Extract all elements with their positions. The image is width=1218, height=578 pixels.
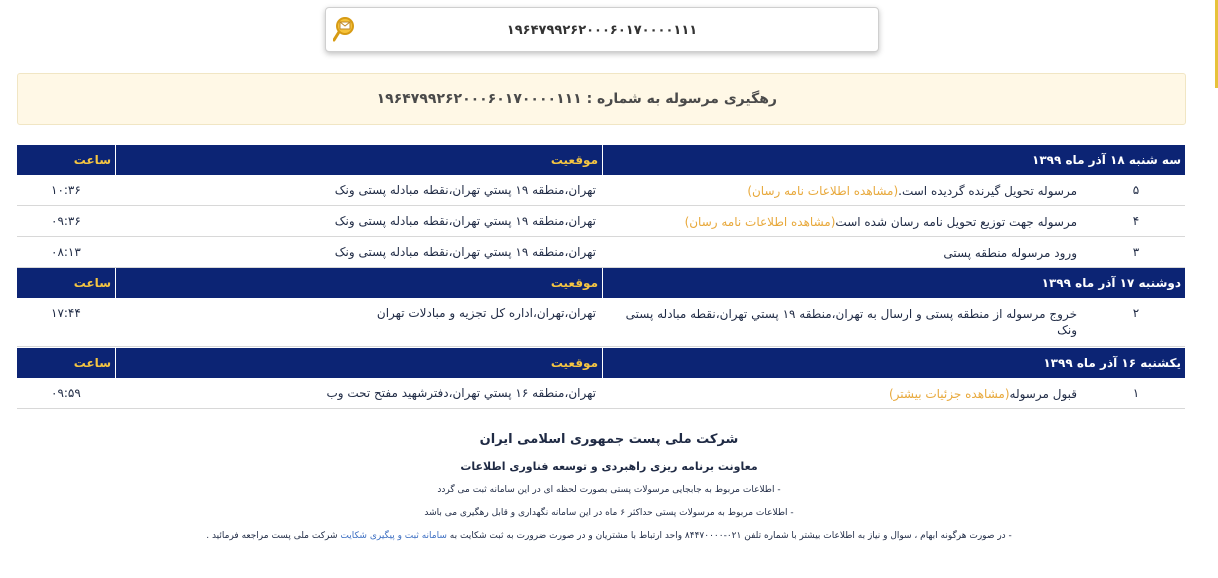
col-time-header: ساعت <box>73 153 111 167</box>
col-time-header: ساعت <box>73 356 111 370</box>
footer-title: شرکت ملی پست جمهوری اسلامی ایران <box>479 432 739 447</box>
row-description <box>602 378 1087 408</box>
table-header <box>17 268 1185 298</box>
footer-note-2: - اطلاعات مربوط به مرسولات پستی حداکثر ۶ ماه در این سامانه نگهداری و قابل رهگیری می باشد <box>424 508 794 518</box>
row-description-text: مرسوله تحويل گيرنده گرديده است. <box>898 184 1077 198</box>
row-description-text: قبول مرسوله <box>1009 387 1077 401</box>
col-location-header: موقعیت <box>115 268 602 298</box>
row-description-text: خروج مرسوله از منطقه پستی و ارسال به تهران،منطقه ۱۹ پستي تهران،نقطه مبادله پستی ونک <box>625 307 1077 337</box>
table-row <box>17 206 1185 237</box>
table-header <box>17 145 1185 175</box>
row-location: تهران،منطقه ۱۹ پستي تهران،نقطه مبادله پستی ونک <box>334 183 596 197</box>
row-number: ۲ <box>1132 306 1140 320</box>
banner-text: رهگیری مرسوله به شماره : ۱۹۶۴۷۹۹۲۶۲۰۰۰۶۰۱۷۰۰۰۰۱۱۱ <box>376 91 777 107</box>
postman-info-link[interactable]: (مشاهده اطلاعات نامه رسان) <box>747 184 899 198</box>
row-time: ۱۰:۳۶ <box>51 183 81 197</box>
col-location-header: موقعیت <box>115 348 602 378</box>
tracking-banner <box>17 73 1186 125</box>
row-number: ۱ <box>1132 386 1140 400</box>
row-number: ۵ <box>1132 183 1140 197</box>
row-number: ۴ <box>1132 214 1140 228</box>
tracking-table-group-3 <box>17 348 1185 409</box>
tracking-number-value[interactable]: ۱۹۶۴۷۹۹۲۶۲۰۰۰۶۰۱۷۰۰۰۰۱۱۱ <box>506 23 698 38</box>
row-location: تهران،تهران،اداره کل تجزيه و مبادلات تهران <box>376 306 596 320</box>
row-description-text: ورود مرسوله منطقه پستی <box>943 246 1077 260</box>
more-details-link[interactable]: (مشاهده جزئیات بیشتر) <box>888 387 1010 401</box>
row-time: ۰۹:۵۹ <box>51 386 81 400</box>
tracking-table-group-2 <box>17 268 1185 347</box>
row-time: ۱۷:۴۴ <box>51 306 81 320</box>
row-time: ۰۹:۳۶ <box>51 214 81 228</box>
row-description <box>602 237 1087 267</box>
table-row <box>17 378 1185 409</box>
row-location: تهران،منطقه ۱۹ پستي تهران،نقطه مبادله پستی ونک <box>334 245 596 259</box>
table-header <box>17 348 1185 378</box>
postman-info-link[interactable]: (مشاهده اطلاعات نامه رسان) <box>684 215 836 229</box>
footer-subtitle: معاونت برنامه ریزی راهبردی و توسعه فناوری اطلاعات <box>460 460 758 473</box>
col-location-header: موقعیت <box>115 145 602 175</box>
tracking-table-group-1 <box>17 145 1185 268</box>
footer-note-3-text: - در صورت هرگونه ابهام ، سوال و نیاز به اطلاعات بیشتر با شماره تلفن ۰۲۱-۸۴۴۷۰۰۰۰ واحد ارتباط با مشتریان و در صورت ضرورت به ثبت شکایت به <box>449 531 1012 541</box>
col-time-header: ساعت <box>73 276 111 290</box>
row-location: تهران،منطقه ۱۹ پستي تهران،نقطه مبادله پستی ونک <box>334 214 596 228</box>
table-row <box>17 298 1185 347</box>
row-description-text: مرسوله جهت توزيع تحويل نامه رسان شده است <box>835 215 1077 229</box>
row-description <box>602 298 1087 346</box>
footer-note-3-end: شرکت ملی پست مراجعه فرمائید . <box>206 531 338 541</box>
complaint-system-link[interactable]: سامانه ثبت و پیگیری شکایت <box>340 531 447 541</box>
table-row <box>17 237 1185 268</box>
row-location: تهران،منطقه ۱۶ پستي تهران،دفترشهيد مفتح تحت وب <box>326 386 596 400</box>
row-time: ۰۸:۱۳ <box>51 245 81 259</box>
row-description <box>602 206 1087 236</box>
group-date: سه شنبه ۱۸ آذر ماه ۱۳۹۹ <box>602 145 1185 175</box>
group-date: یکشنبه ۱۶ آذر ماه ۱۳۹۹ <box>602 348 1185 378</box>
tracking-search-box[interactable] <box>325 7 879 52</box>
group-date: دوشنبه ۱۷ آذر ماه ۱۳۹۹ <box>602 268 1185 298</box>
footer-note-1: - اطلاعات مربوط به جابجایی مرسولات پستی بصورت لحظه ای در این سامانه ثبت می گردد <box>437 485 781 495</box>
table-row <box>17 175 1185 206</box>
footer-note-3 <box>0 531 1218 541</box>
row-number: ۳ <box>1132 245 1140 259</box>
row-description <box>602 175 1087 205</box>
